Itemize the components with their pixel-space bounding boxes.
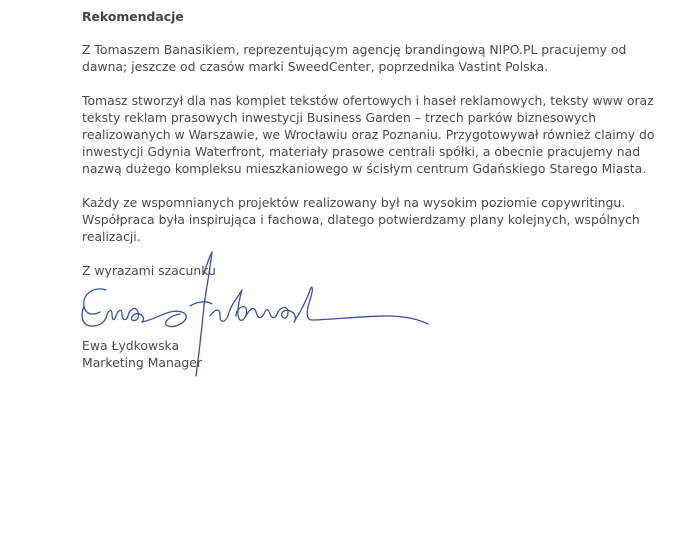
text-line: Tomasz stworzył dla nas komplet tekstów ofertowych i haseł reklamowych, teksty www oraz (82, 93, 654, 108)
signer-block (82, 337, 202, 371)
letter-body (82, 8, 682, 279)
text-line: dawna; jeszcze od czasów marki SweedCenter, poprzednika Vastint Polska. (82, 59, 549, 74)
paragraph-1 (82, 41, 682, 75)
signer-name: Ewa Łydkowska (82, 338, 180, 353)
text-line: Każdy ze wspomnianych projektów realizowany był na wysokim poziomie copywritingu. (82, 195, 626, 210)
text-line: inwestycji Gdynia Waterfront, materiały prasowe centrali spółki, a obecnie pracujemy nad (82, 144, 641, 159)
paragraph-3 (82, 194, 682, 245)
letter-title: Rekomendacje (82, 9, 184, 24)
paragraph-2 (82, 92, 682, 177)
text-line: Z Tomaszem Banasikiem, reprezentującym agencję brandingową NIPO.PL pracujemy od (82, 42, 627, 57)
closing-salutation: Z wyrazami szacunku (82, 263, 216, 278)
text-line: teksty reklam prasowych inwestycji Business Garden – trzech parków biznesowych (82, 110, 597, 125)
text-line: nazwą dużego kompleksu mieszkaniowego w ścisłym centrum Gdańskiego Starego Miasta. (82, 161, 647, 176)
text-line: realizacji. (82, 229, 141, 244)
text-line: Współpraca była inspirująca i fachowa, dlatego potwierdzamy plany kolejnych, wspólnych (82, 212, 640, 227)
signer-title: Marketing Manager (82, 355, 203, 370)
text-line: realizowanych w Warszawie, we Wrocławiu oraz Poznaniu. Przygotowywał również claimy do (82, 127, 655, 142)
